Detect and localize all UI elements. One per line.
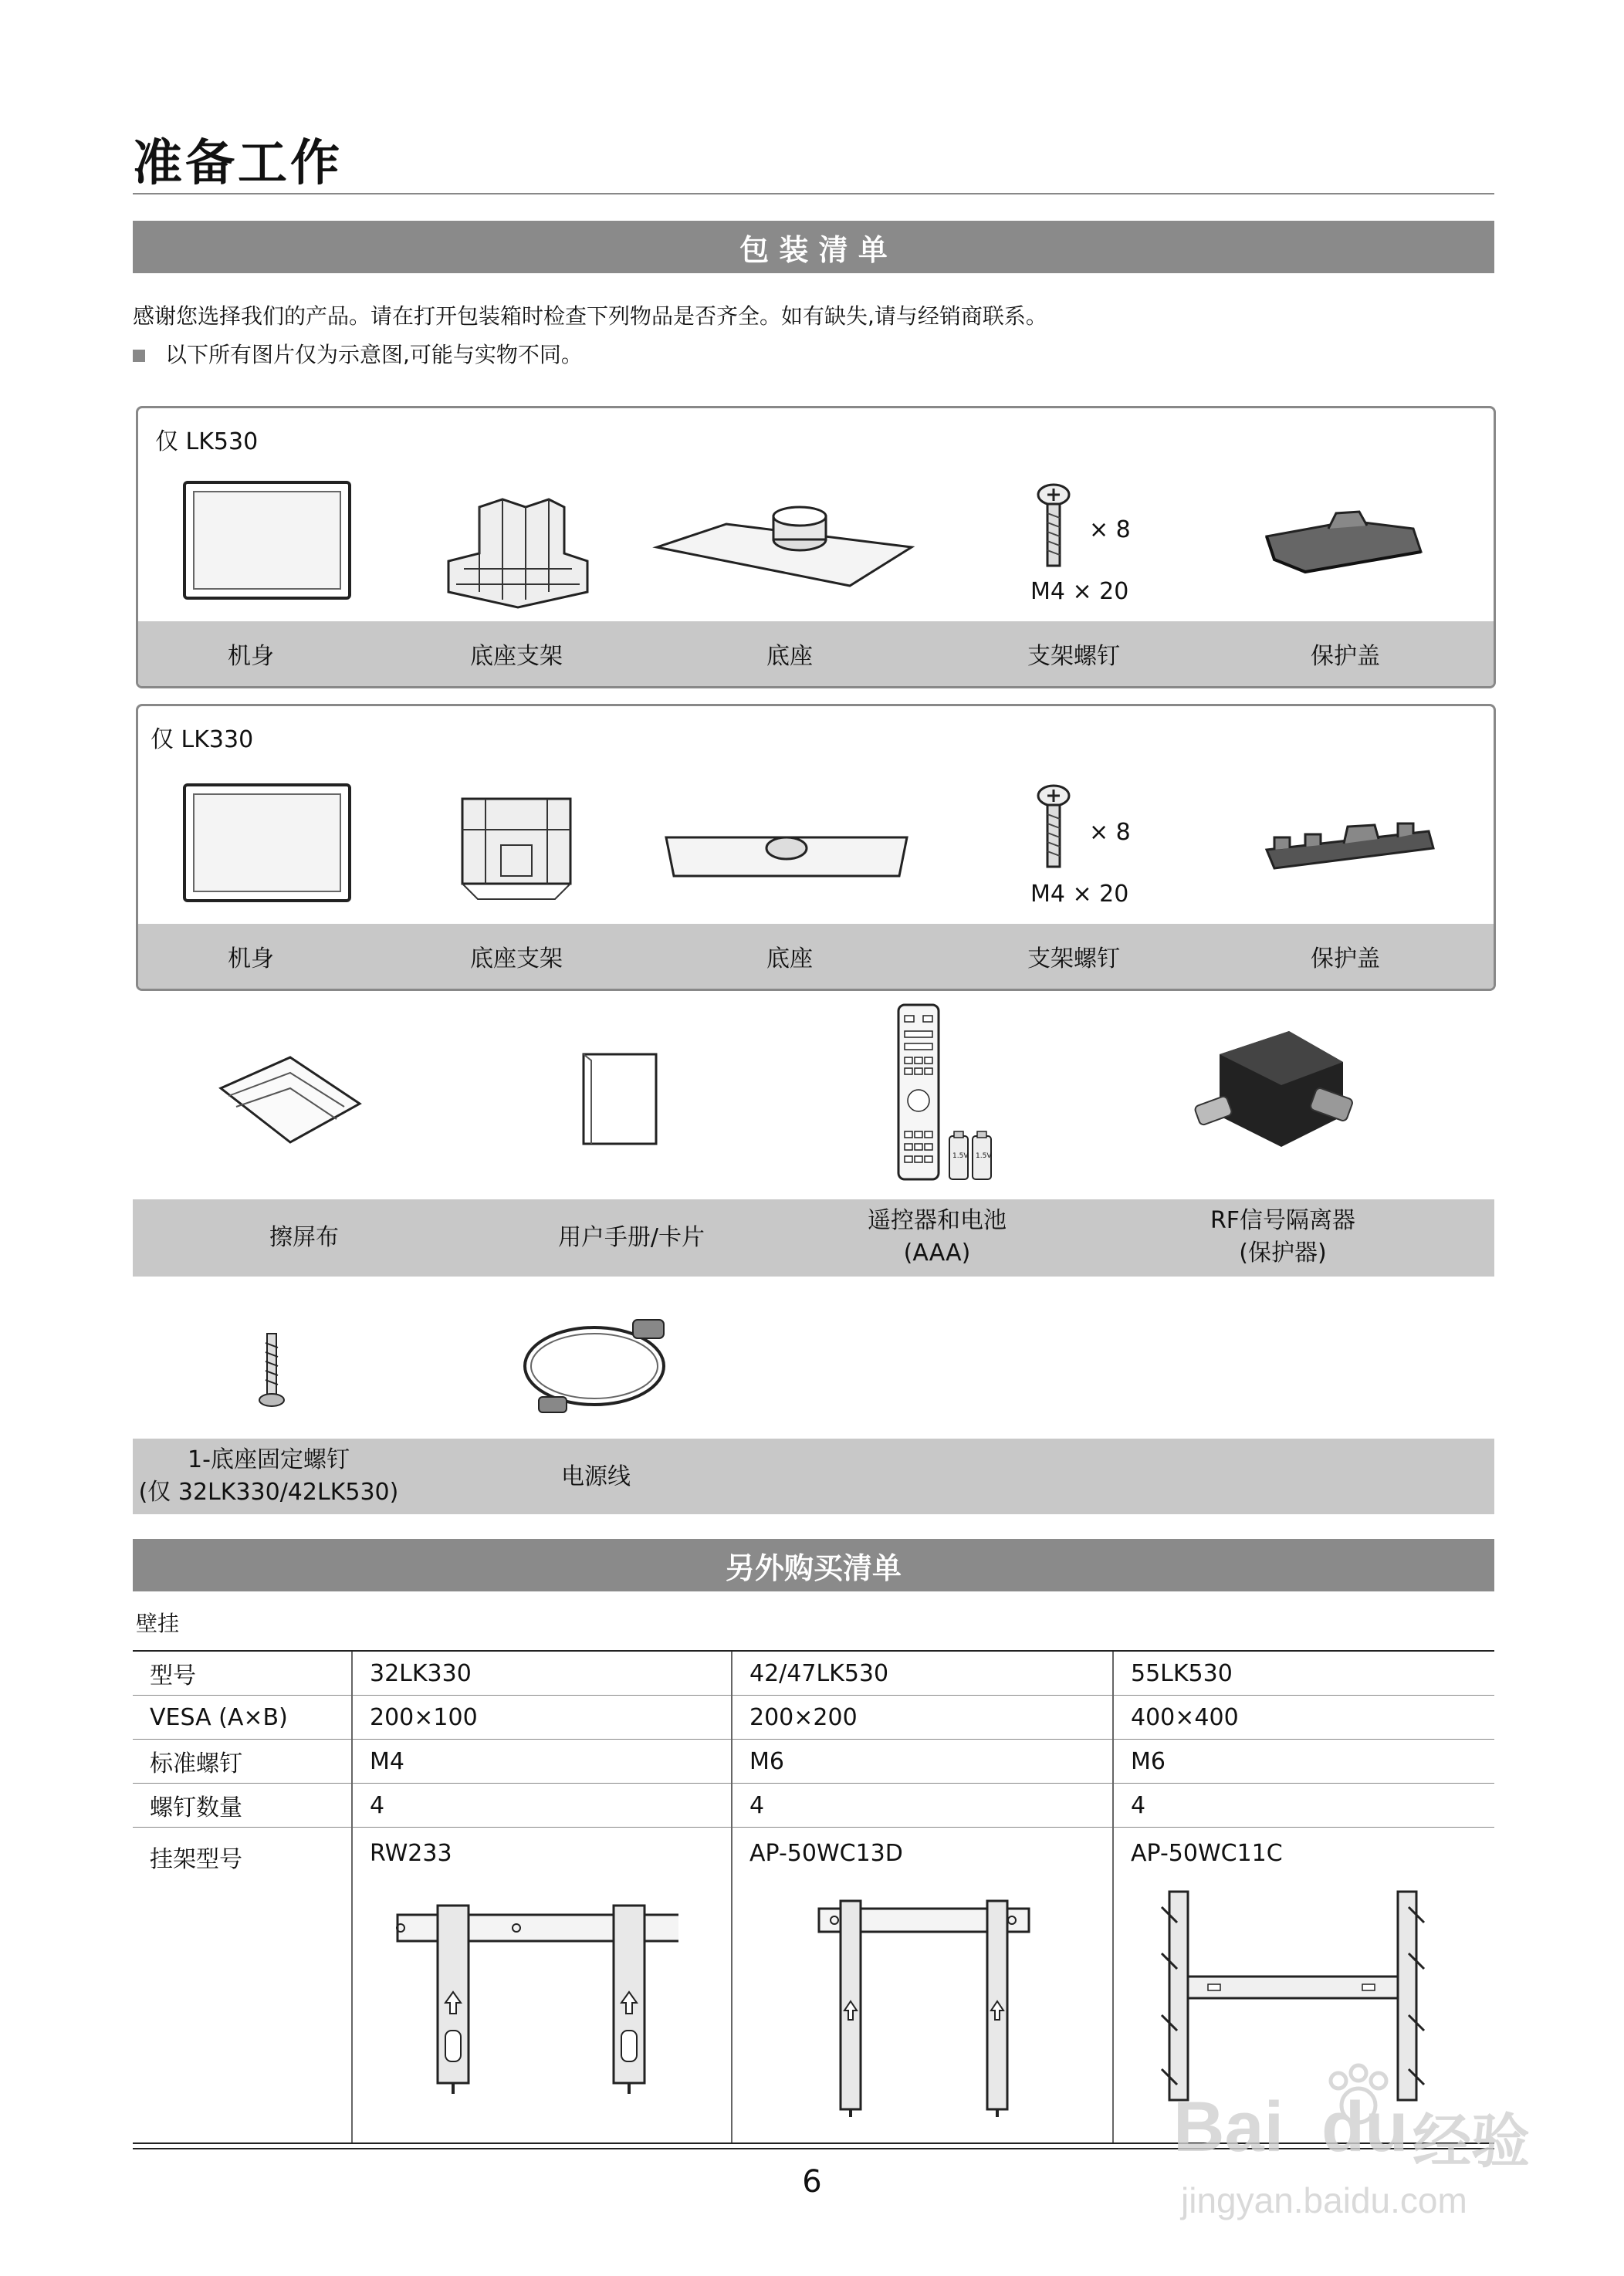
wall-bracket-rw233-image: [370, 1884, 678, 2115]
table-cell: 型号: [133, 1651, 352, 1696]
tv-body-image: [178, 780, 356, 911]
model-label-lk330: 仅 LK330: [151, 726, 254, 753]
model-label-lk530: 仅 LK530: [155, 428, 259, 455]
item-label-protective-cover: 保护盖: [1311, 945, 1380, 972]
table-cell: 4: [1113, 1784, 1494, 1828]
box-lk330-item-strip: [138, 924, 1494, 989]
accessory-strip-1: [133, 1199, 1494, 1277]
table-cell-bracket-ap50wc13d: [732, 1828, 1113, 2144]
watermark-brand-cn: 经验: [1413, 2107, 1530, 2176]
tv-body-image: [178, 478, 356, 609]
table-cell: 螺钉数量: [133, 1784, 352, 1828]
optional-purchase-heading: 另外购买清单: [133, 1539, 1494, 1591]
acc-label-cleaning-cloth: 擦屏布: [269, 1224, 339, 1251]
table-cell: 200×200: [732, 1696, 1113, 1740]
page-title: 准备工作: [133, 135, 343, 192]
acc-label-rf-isolator: RF信号隔离器: [1210, 1207, 1356, 1234]
watermark-brand-latin: Bai: [1173, 2088, 1284, 2166]
item-label-protective-cover: 保护盖: [1311, 643, 1380, 670]
table-cell-bracket-label: [133, 1828, 352, 2144]
baidu-watermark: [1158, 2084, 1559, 2223]
acc-label-power-cord: 电源线: [561, 1463, 631, 1490]
base-fixing-screw-image: [256, 1327, 287, 1412]
table-cell: 200×100: [352, 1696, 732, 1740]
watermark-brand-du: du: [1321, 2088, 1409, 2166]
table-cell: 55LK530: [1113, 1651, 1494, 1696]
protective-cover-image: [1259, 498, 1436, 583]
cleaning-cloth-image: [213, 1042, 367, 1158]
acc-label-rf-protector: (保护器): [1239, 1239, 1327, 1267]
table-cell: 32LK330: [352, 1651, 732, 1696]
screw-size: M4 × 20: [1030, 578, 1129, 605]
acc-label-base-screw: 1-底座固定螺钉: [188, 1446, 350, 1473]
screw-quantity: × 8: [1089, 819, 1131, 846]
table-row: [133, 1784, 1494, 1828]
screw-size: M4 × 20: [1030, 881, 1129, 908]
title-rule: [133, 193, 1494, 194]
table-cell: M6: [1113, 1740, 1494, 1784]
packing-list-heading: 包 装 清 单: [133, 221, 1494, 273]
bullet-square-icon: [133, 350, 145, 362]
table-cell: 标准螺钉: [133, 1740, 352, 1784]
screw-quantity: × 8: [1089, 516, 1131, 543]
item-label-stand-screw: 支架螺钉: [1027, 945, 1120, 972]
table-cell: 4: [352, 1784, 732, 1828]
bracket-model-name: AP-50WC11C: [1131, 1840, 1283, 1867]
item-label-stand-bracket: 底座支架: [470, 945, 563, 972]
stand-screw-icon: [1035, 783, 1081, 876]
wall-mount-table: [133, 1650, 1494, 2144]
watermark-url: jingyan.baidu.com: [1181, 2180, 1467, 2220]
table-row: [133, 1740, 1494, 1784]
stand-bracket-image: [433, 476, 603, 615]
note-text: 以下所有图片仅为示意图,可能与实物不同。: [165, 342, 583, 367]
wall-mount-label: 壁挂: [136, 1611, 180, 1636]
wall-bracket-ap50wc13d-image: [749, 1878, 1058, 2125]
table-cell: VESA (A×B): [133, 1696, 352, 1740]
table-row: [133, 1651, 1494, 1696]
table-cell: 4: [732, 1784, 1113, 1828]
bracket-model-name: RW233: [370, 1840, 452, 1867]
power-cord-image: [517, 1312, 687, 1420]
bracket-model-name: AP-50WC13D: [749, 1840, 903, 1867]
acc-label-base-screw-note: (仅 32LK330/42LK530): [138, 1479, 399, 1506]
stand-bracket-image: [439, 783, 594, 915]
note-line: [133, 338, 583, 369]
table-cell: 400×400: [1113, 1696, 1494, 1740]
box-lk330: [136, 704, 1496, 991]
user-manual-image: [579, 1050, 664, 1150]
acc-label-user-manual: 用户手册/卡片: [557, 1224, 705, 1251]
table-cell: M6: [732, 1740, 1113, 1784]
item-label-stand-bracket: 底座支架: [470, 643, 563, 670]
acc-label-remote-aaa: (AAA): [903, 1239, 971, 1267]
table-cell: M4: [352, 1740, 732, 1784]
item-label-stand-base: 底座: [766, 945, 813, 972]
item-label-body: 机身: [228, 643, 274, 670]
stand-base-image: [660, 822, 915, 891]
stand-base-image: [649, 493, 919, 609]
page-number: 6: [802, 2164, 822, 2200]
table-row: [133, 1696, 1494, 1740]
stand-screw-icon: [1035, 482, 1081, 575]
item-label-body: 机身: [228, 945, 274, 972]
wall-bracket-ap50wc11c-image: [1131, 1884, 1455, 2115]
table-cell-bracket-rw233: [352, 1828, 732, 2144]
intro-text: 感谢您选择我们的产品。请在打开包装箱时检查下列物品是否齐全。如有缺失,请与经销商联系。: [133, 303, 1047, 329]
battery-label: 1.5V: [952, 1152, 969, 1160]
acc-label-remote: 遥控器和电池: [868, 1207, 1007, 1234]
rf-isolator-image: [1189, 1023, 1358, 1162]
bracket-model-label: 挂架型号: [150, 1846, 242, 1873]
protective-cover-image: [1259, 803, 1444, 888]
box-lk530: [136, 406, 1496, 688]
battery-label: 1.5V: [976, 1152, 992, 1160]
accessory-strip-2: [133, 1439, 1494, 1514]
table-cell: 42/47LK530: [732, 1651, 1113, 1696]
item-label-stand-screw: 支架螺钉: [1027, 643, 1120, 670]
remote-control-image: [894, 1000, 1010, 1185]
item-label-stand-base: 底座: [766, 643, 813, 670]
box-lk530-item-strip: [138, 621, 1494, 686]
